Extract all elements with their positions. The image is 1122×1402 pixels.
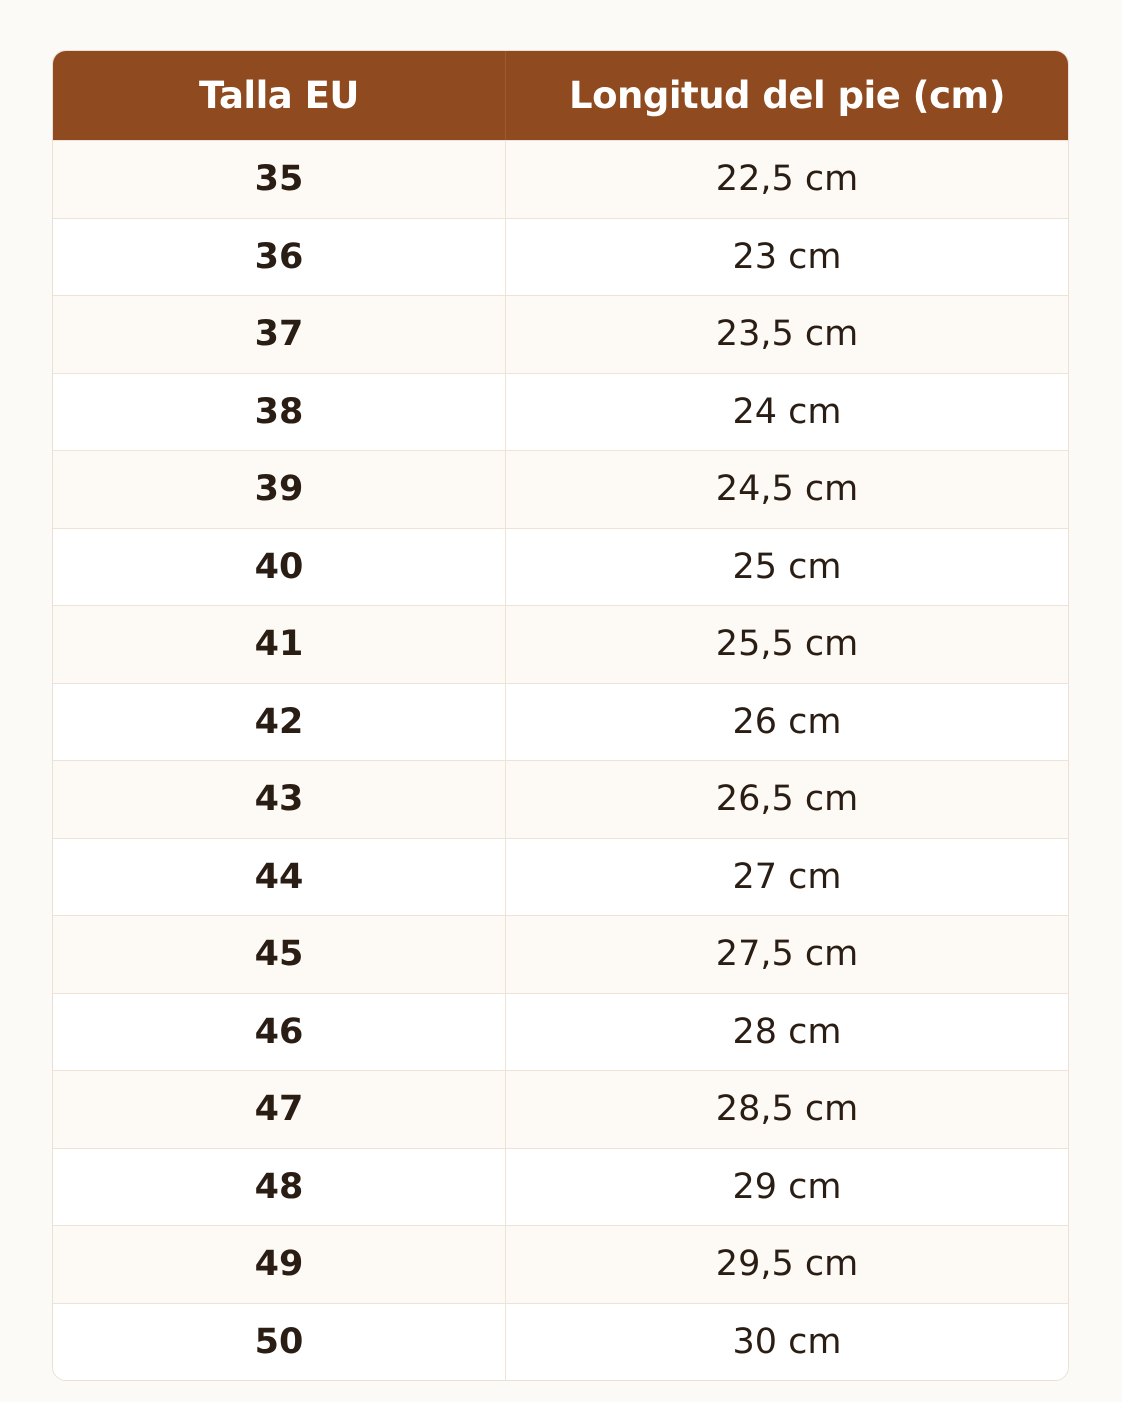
table-row: [53, 838, 1068, 916]
size-cell: 44: [53, 839, 506, 916]
size-cell: 47: [53, 1071, 506, 1148]
table-row: [53, 1303, 1068, 1381]
length-cell: 29 cm: [732, 1166, 842, 1207]
length-cell: 28 cm: [732, 1011, 842, 1052]
table-row: [53, 1070, 1068, 1148]
length-cell: 28,5 cm: [715, 1089, 859, 1130]
size-cell: 39: [53, 451, 506, 528]
size-cell: 36: [53, 219, 506, 296]
size-cell: 43: [53, 761, 506, 838]
size-cell: 48: [53, 1149, 506, 1226]
length-cell: 23,5 cm: [715, 314, 859, 355]
table-row: [53, 760, 1068, 838]
size-cell: 38: [53, 374, 506, 451]
table-row: [53, 605, 1068, 683]
length-cell: 24,5 cm: [715, 469, 859, 510]
table-row: [53, 295, 1068, 373]
size-cell: 45: [53, 916, 506, 993]
size-cell: 42: [53, 684, 506, 761]
table-row: [53, 528, 1068, 606]
table-row: [53, 373, 1068, 451]
length-cell: 23 cm: [732, 236, 842, 277]
length-cell: 30 cm: [732, 1321, 842, 1362]
table-body: [53, 140, 1068, 1380]
size-cell: 46: [53, 994, 506, 1071]
table-row: [53, 993, 1068, 1071]
length-cell: 25 cm: [732, 546, 842, 587]
size-cell: 49: [53, 1226, 506, 1303]
length-cell: 25,5 cm: [715, 624, 859, 665]
length-cell: 26 cm: [732, 701, 842, 742]
header-size-eu: Talla EU: [53, 51, 506, 140]
size-cell: 50: [53, 1304, 506, 1381]
length-cell: 24 cm: [732, 391, 842, 432]
length-cell: 29,5 cm: [715, 1244, 859, 1285]
length-cell: 27 cm: [732, 856, 842, 897]
size-cell: 40: [53, 529, 506, 606]
size-cell: 35: [53, 141, 506, 218]
size-cell: 37: [53, 296, 506, 373]
table-row: [53, 450, 1068, 528]
header-foot-length: Longitud del pie (cm): [569, 74, 1005, 117]
table-row: [53, 1225, 1068, 1303]
table-row: [53, 915, 1068, 993]
table-header-row: [53, 51, 1068, 140]
length-cell: 26,5 cm: [715, 779, 859, 820]
table-row: [53, 140, 1068, 218]
table-row: [53, 1148, 1068, 1226]
size-chart-table: [52, 50, 1069, 1381]
length-cell: 27,5 cm: [715, 934, 859, 975]
table-row: [53, 683, 1068, 761]
length-cell: 22,5 cm: [715, 159, 859, 200]
size-cell: 41: [53, 606, 506, 683]
table-row: [53, 218, 1068, 296]
